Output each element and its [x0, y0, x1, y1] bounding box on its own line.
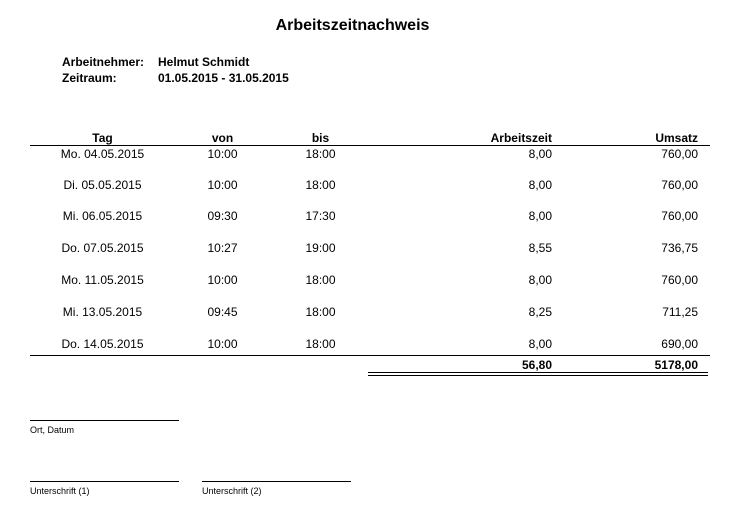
header-tag: Tag — [92, 131, 113, 145]
signature1-label: Unterschrift (1) — [30, 486, 90, 496]
cell-tag: Di. 05.05.2015 — [63, 178, 142, 192]
header-von: von — [211, 131, 234, 145]
cell-umsatz: 690,00 — [661, 337, 698, 351]
cell-tag: Mo. 04.05.2015 — [60, 147, 145, 161]
totals-double-line-top — [368, 372, 708, 373]
place-date-label: Ort, Datum — [30, 425, 75, 435]
cell-tag: Mo. 11.05.2015 — [61, 273, 144, 287]
cell-umsatz: 760,00 — [661, 178, 698, 192]
header-bis: bis — [311, 131, 330, 145]
header-divider — [30, 145, 710, 146]
period-row — [62, 70, 289, 86]
employee-value: Helmut Schmidt — [158, 55, 250, 69]
cell-arbeitszeit: 8,55 — [528, 241, 552, 255]
cell-von: 10:00 — [207, 337, 238, 351]
cell-von: 09:30 — [207, 209, 238, 223]
place-date-line — [30, 420, 179, 421]
totals-divider — [30, 355, 710, 356]
cell-tag: Do. 07.05.2015 — [61, 241, 144, 255]
cell-tag: Do. 14.05.2015 — [61, 337, 144, 351]
cell-tag: Mi. 13.05.2015 — [62, 305, 143, 319]
cell-von: 10:27 — [207, 241, 238, 255]
cell-von: 10:00 — [207, 178, 238, 192]
employee-row — [62, 54, 289, 70]
cell-von: 10:00 — [207, 147, 238, 161]
cell-umsatz: 760,00 — [661, 147, 698, 161]
cell-bis: 18:00 — [305, 147, 336, 161]
signature1-line — [30, 481, 179, 482]
document-meta — [62, 54, 289, 86]
total-arbeitszeit: 56,80 — [521, 358, 552, 372]
signature2-label: Unterschrift (2) — [202, 486, 262, 496]
cell-bis: 19:00 — [305, 241, 336, 255]
cell-arbeitszeit: 8,00 — [528, 147, 552, 161]
cell-bis: 18:00 — [305, 273, 336, 287]
cell-arbeitszeit: 8,00 — [528, 209, 552, 223]
cell-von: 10:00 — [207, 273, 238, 287]
document-title: Arbeitszeitnachweis — [275, 17, 430, 34]
cell-umsatz: 760,00 — [661, 273, 698, 287]
period-value: 01.05.2015 - 31.05.2015 — [158, 71, 289, 85]
total-umsatz: 5178,00 — [654, 358, 698, 372]
totals-double-line-bottom — [368, 375, 708, 376]
cell-bis: 17:30 — [305, 209, 336, 223]
cell-arbeitszeit: 8,00 — [528, 273, 552, 287]
signature2-line — [202, 481, 351, 482]
cell-arbeitszeit: 8,00 — [528, 178, 552, 192]
header-arbeitszeit: Arbeitszeit — [490, 131, 552, 145]
cell-bis: 18:00 — [305, 178, 336, 192]
cell-umsatz: 736,75 — [661, 241, 698, 255]
cell-tag: Mi. 06.05.2015 — [62, 209, 143, 223]
cell-umsatz: 760,00 — [661, 209, 698, 223]
cell-arbeitszeit: 8,00 — [528, 337, 552, 351]
cell-umsatz: 711,25 — [662, 305, 698, 319]
period-label: Zeitraum: — [62, 71, 117, 85]
employee-label: Arbeitnehmer: — [62, 55, 145, 69]
cell-bis: 18:00 — [305, 337, 336, 351]
cell-von: 09:45 — [207, 305, 238, 319]
header-umsatz: Umsatz — [655, 131, 698, 145]
cell-bis: 18:00 — [305, 305, 336, 319]
cell-arbeitszeit: 8,25 — [528, 305, 552, 319]
